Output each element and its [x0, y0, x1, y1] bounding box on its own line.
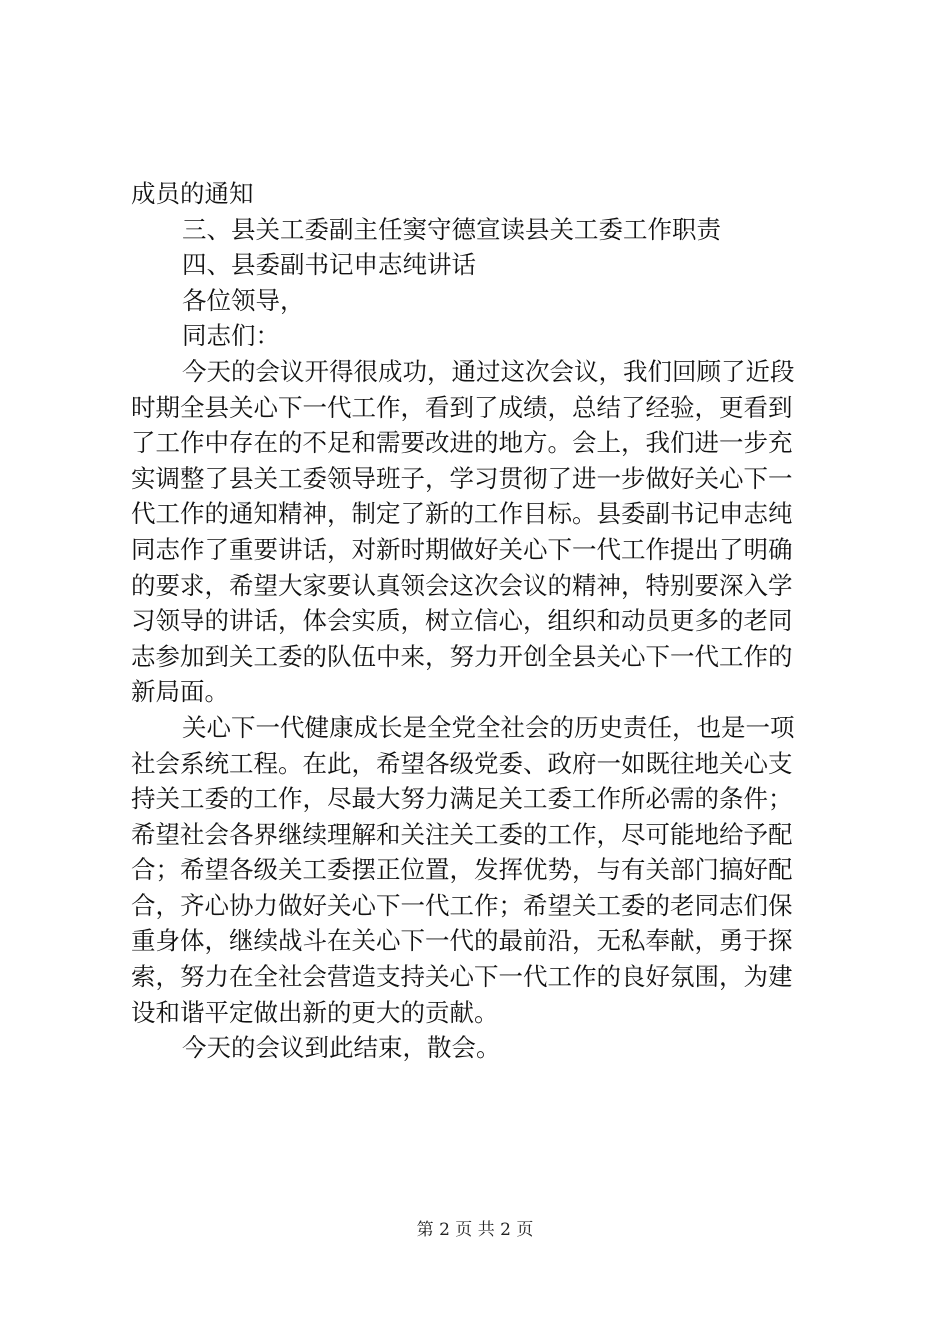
body-line: 今天的会议开得很成功，通过这次会议，我们回顾了近段	[182, 356, 795, 386]
body-line: 希望社会各界继续理解和关注关工委的工作，尽可能地给予配	[131, 819, 793, 849]
body-line: 索，努力在全社会营造支持关心下一代工作的良好氛围，为建	[131, 962, 793, 992]
body-line: 同志们：	[182, 321, 280, 351]
body-line: 合；希望各级关工委摆正位置，发挥优势，与有关部门搞好配	[131, 855, 793, 885]
body-line: 关心下一代健康成长是全党全社会的历史责任，也是一项	[182, 712, 795, 742]
body-line: 合，齐心协力做好关心下一代工作；希望关工委的老同志们保	[131, 890, 793, 920]
body-line: 设和谐平定做出新的更大的贡献。	[131, 997, 499, 1027]
body-line: 了工作中存在的不足和需要改进的地方。会上，我们进一步充	[131, 428, 793, 458]
body-line: 今天的会议到此结束，散会。	[182, 1033, 501, 1063]
body-line: 时期全县关心下一代工作，看到了成绩，总结了经验，更看到	[131, 392, 793, 422]
body-line: 重身体，继续战斗在关心下一代的最前沿，无私奉献，勇于探	[131, 926, 793, 956]
body-line: 习领导的讲话，体会实质，树立信心，组织和动员更多的老同	[131, 606, 793, 636]
body-line: 四、县委副书记申志纯讲话	[182, 250, 476, 280]
document-body	[131, 176, 831, 1066]
body-line: 实调整了县关工委领导班子，学习贯彻了进一步做好关心下一	[131, 463, 793, 493]
body-line: 持关工委的工作，尽最大努力满足关工委工作所必需的条件；	[131, 784, 793, 814]
body-line: 的要求，希望大家要认真领会这次会议的精神，特别要深入学	[131, 570, 793, 600]
body-line: 各位领导，	[182, 285, 305, 315]
body-line: 新局面。	[131, 677, 229, 707]
body-line: 同志作了重要讲话，对新时期做好关心下一代工作提出了明确	[131, 534, 793, 564]
page-footer: 第 2 页 共 2 页	[416, 1220, 534, 1240]
body-line: 志参加到关工委的队伍中来，努力开创全县关心下一代工作的	[131, 641, 793, 671]
body-line: 成员的通知	[131, 179, 254, 208]
body-line: 社会系统工程。在此，希望各级党委、政府一如既往地关心支	[131, 748, 793, 778]
body-line: 代工作的通知精神，制定了新的工作目标。县委副书记申志纯	[131, 499, 793, 529]
body-line: 三、县关工委副主任窦守德宣读县关工委工作职责	[182, 214, 721, 244]
